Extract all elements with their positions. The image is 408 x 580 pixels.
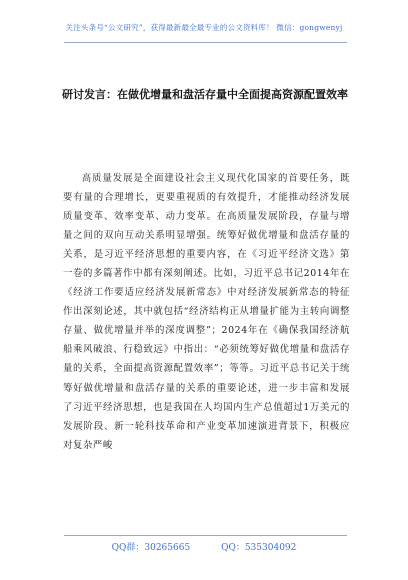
- footer-qq-contact: QQ：535304092: [221, 543, 297, 553]
- footer-divider: [64, 535, 347, 536]
- footer: [0, 540, 408, 553]
- document-body-paragraph: 高质量发展是全面建设社会主义现代化国家的首要任务，既要有量的合理增长，更要重视质的有效提升，才能推动经济发展质量变革、效率变革、动力变革。在高质量发展阶段，存量与增量之间的双向互动关系明显增强。统筹好做优增量和盘活存量的关系，是习近平经济思想的重要内容，在《习近平经济文选》第一卷的多篇著作中都有深刻阐述。比如，习近平总书记2014年在《经济工作要适应经济发展新常态》中对经济发展新常态的特征作出深刻论述，其中就包括“经济结构正从增量扩能为主转向调整存量、做优增量并举的深度调整”；2024年在《确保我国经济航船乘风破浪、行稳致远》中指出：“必须统筹好做优增量和盘活存量的关系，全面提高资源配置效率”；等等。习近平总书记关于统筹好做优增量和盘活存量的关系的重要论述，进一步丰富和发展了习近平经济思想，也是我国在人均国内生产总值超过1万美元的发展阶段、新一轮科技革命和产业变革加速演进背景下，积极应对复杂严峻: [63, 173, 350, 451]
- footer-qq-group: QQ群：30265665: [111, 543, 191, 553]
- header-banner: 关注头条号“公文研究”，获得最新最全最专业的公文资料库！ 微信：gongwenyj: [65, 23, 343, 32]
- document-title: 研讨发言：在做优增量和盘活存量中全面提高资源配置效率: [62, 88, 348, 101]
- header-divider: [64, 42, 347, 43]
